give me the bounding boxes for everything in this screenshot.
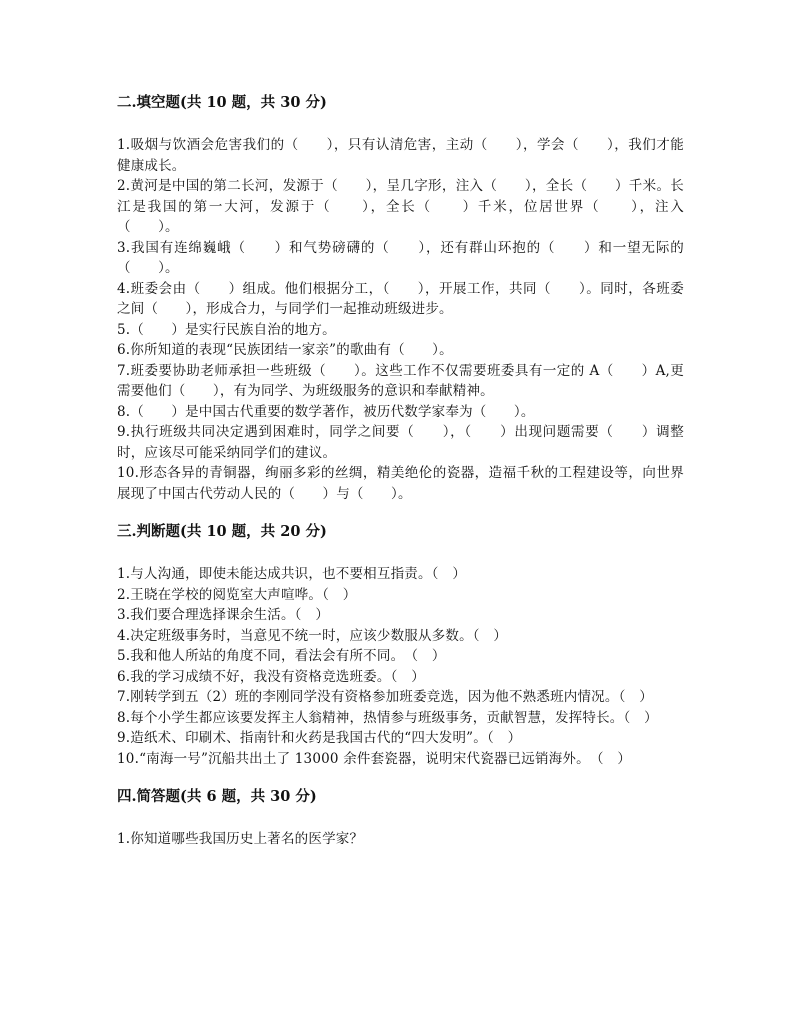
question-item: 1.与人沟通，即使未能达成共识，也不要相互指责。（ ）: [117, 566, 467, 582]
question-item: 10.形态各异的青铜器，绚丽多彩的丝绸，精美绝伦的瓷器，造福千秋的工程建设等，向世界展现了中国古代劳动人民的（ ）与（ ）。: [117, 465, 684, 502]
question-item: 6.我的学习成绩不好，我没有资格竞选班委。（ ）: [117, 668, 425, 685]
question-item: 9.执行班级共同决定遇到困难时，同学之间要（ ），（ ）出现问题需要（ ）调整时，应该尽可能采纳同学们的建议。: [117, 424, 684, 461]
section-title: 三.判断题(共 10 题，共 20 分): [117, 523, 327, 540]
question-item: 8.（ ）是中国古代重要的数学著作，被历代数学家奉为（ ）。: [117, 403, 535, 420]
question-item: 5.我和他人所站的角度不同，看法会有所不同。 （ ）: [117, 648, 446, 664]
question-item: 2.黄河是中国的第二长河，发源于（ ），呈几字形，注入（ ），全长（ ）千米。长江是我国的第一大河，发源于（ ），全长（ ）千米，位居世界（ ），注入（ ）。: [117, 178, 684, 235]
question-item: 3.我们要合理选择课余生活。（ ）: [117, 607, 330, 623]
question-item: 6.你所知道的表现“民族团结一家亲”的歌曲有（ ）。: [117, 342, 453, 358]
question-item: 7.刚转学到五（2）班的李刚同学没有资格参加班委竞选，因为他不熟悉班内情况。（ ）: [117, 689, 653, 705]
section-fill-in-blank: [117, 93, 684, 504]
question-item: 4.班委会由（ ）组成。他们根据分工，（ ），开展工作，共同（ ）。同时，各班委之间（ ），形成合力，与同学们一起推动班级进步。: [117, 280, 684, 317]
question-list: [117, 829, 684, 850]
section-title: 四.简答题(共 6 题，共 30 分): [117, 788, 317, 805]
question-item: 5.（ ）是实行民族自治的地方。: [117, 321, 336, 338]
section-short-answer: [117, 787, 684, 850]
question-item: 8.每个小学生都应该要发挥主人翁精神，热情参与班级事务，贡献智慧，发挥特长。（ ）: [117, 709, 658, 726]
question-item: 4.决定班级事务时，当意见不统一时，应该少数服从多数。（ ）: [117, 627, 508, 644]
question-list: [117, 564, 684, 769]
question-item: 9.造纸术、印刷术、指南针和火药是我国古代的“四大发明”。（ ）: [117, 730, 522, 746]
section-true-false: [117, 522, 684, 769]
question-item: 7.班委要协助老师承担一些班级（ ）。这些工作不仅需要班委具有一定的 A（ ）A,更需要他们（ ），有为同学、为班级服务的意识和奉献精神。: [117, 362, 684, 399]
question-item: 3.我国有连绵巍峨（ ）和气势磅礴的（ ），还有群山环抱的（ ）和一望无际的（ ）。: [117, 239, 684, 276]
question-item: 2.王晓在学校的阅览室大声喧哗。（ ）: [117, 586, 357, 603]
question-item: 1.吸烟与饮酒会危害我们的（ ），只有认清危害，主动（ ），学会（ ），我们才能健康成长。: [117, 137, 684, 174]
question-list: [117, 135, 684, 504]
question-item: 1.你知道哪些我国历史上著名的医学家？: [117, 831, 364, 847]
section-title: 二.填空题(共 10 题，共 30 分): [117, 94, 327, 111]
question-item: 10.“南海一号”沉船共出土了 13000 余件套瓷器，说明宋代瓷器已远销海外。 （ ）: [117, 750, 632, 767]
